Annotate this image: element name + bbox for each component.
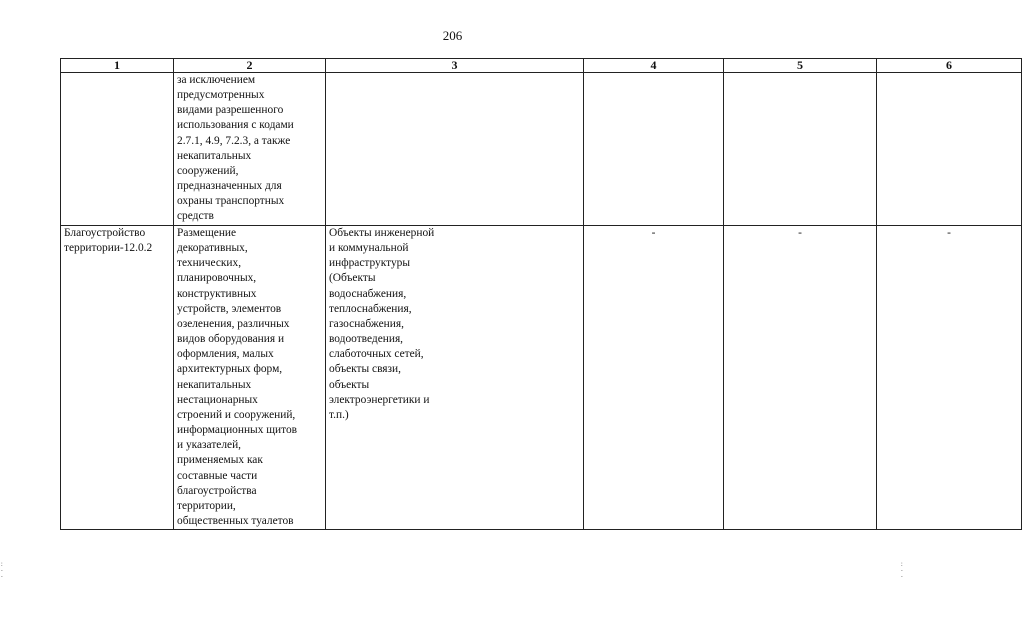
table-cell [877,226,1022,530]
scan-margin-mark-right: : - - [900,561,904,580]
column-header-1: 1 [61,59,174,73]
column-header-4: 4 [584,59,724,73]
dash-value: - [651,227,656,239]
column-header-3: 3 [326,59,584,73]
regulations-table [60,58,1022,530]
table-cell [61,226,174,530]
scan-margin-mark-left: : - - [0,561,4,580]
permitted-objects: Объекты инженерной и коммунальной инфраструктуры (Объекты водоснабжения, теплоснабжения, газоснабжения, водоотведения, слаботочных сетей, объекты связи, объекты электроэнергетики и т.п.) [329,227,435,421]
dash-value: - [798,227,802,239]
table-cell [174,73,326,226]
table-row [61,73,1022,226]
column-header-2: 2 [174,59,326,73]
table-cell [724,226,877,530]
table-row [61,226,1022,530]
table-cell [724,73,877,226]
land-use-description: Размещение декоративных, технических, планировочных, конструктивных устройств, элементов озеленения, различных видов оборудования и оформления, малых архитектурных форм, некапитальных нестационарных строений и сооружений, информационных щитов и указателей, применяемых как составные части благоустройства территории, общественных туалетов [177,227,298,527]
table-cell [326,226,584,530]
table-cell [584,73,724,226]
table-cell [174,226,326,530]
table-cell [877,73,1022,226]
table-cell [61,73,174,226]
table-cell [584,226,724,530]
table-header-row [61,59,1022,73]
dash-value: - [947,227,951,239]
table-cell [326,73,584,226]
cell-text: за исключением предусмотренных видами разрешенного использования с кодами 2.7.1, 4.9, 7.2.3, а также некапитальных сооружений, предназначенных для охраны транспортных средств [177,74,294,223]
page-number: 206 [442,28,463,43]
column-header-5: 5 [724,59,877,73]
column-header-6: 6 [877,59,1022,73]
land-use-type: Благоустройство территории-12.0.2 [64,227,153,255]
